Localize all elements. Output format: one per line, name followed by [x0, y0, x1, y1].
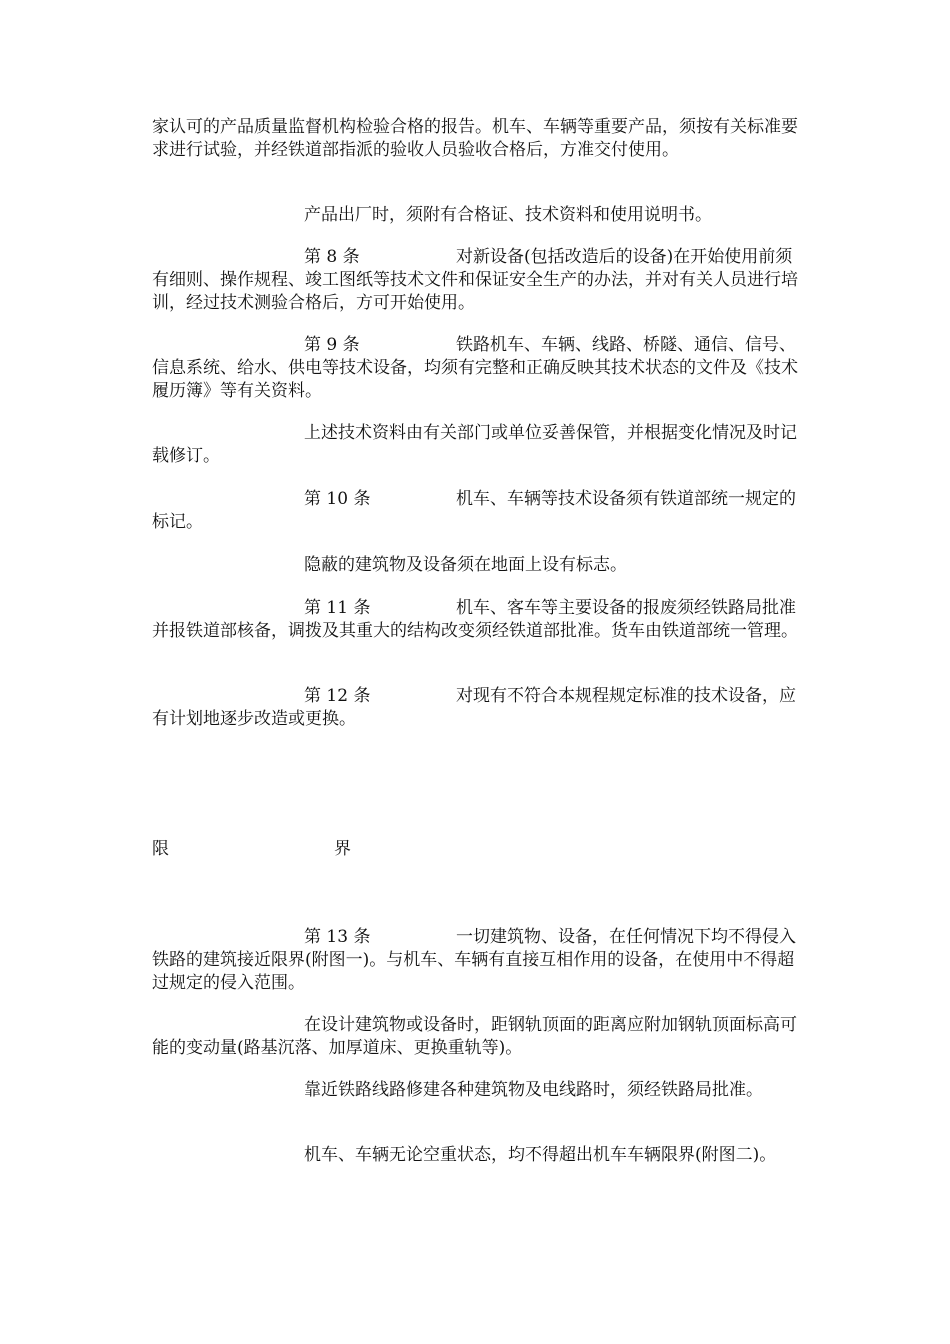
paragraph-vehicle-gauge — [152, 1144, 802, 1167]
article-9 — [152, 334, 802, 403]
paragraph-construction-approval — [152, 1079, 802, 1102]
article-label: 第 13 条 — [304, 927, 371, 947]
article-label: 第 11 条 — [304, 598, 371, 618]
article-text: 对现有不符合本规程规定标准的技术设备，应有计划地逐步改造或更换。 — [152, 686, 796, 729]
article-13 — [152, 926, 802, 995]
article-text: 对新设备(包括改造后的设备)在开始使用前须有细则、操作规程、竣工图纸等技术文件和保证安全生产的办法，并对有关人员进行培训，经过技术测验合格后，方可开始使用。 — [152, 247, 798, 313]
article-label: 第 9 条 — [304, 335, 360, 355]
paragraph-product-inspection — [152, 116, 802, 162]
heading-char-2: 界 — [334, 839, 351, 859]
paragraph-hidden-structures — [152, 554, 802, 577]
article-text: 一切建筑物、设备，在任何情况下均不得侵入铁路的建筑接近限界(附图一)。与机车、车辆有直接互相作用的设备，在使用中不得超过规定的侵入范围。 — [152, 927, 796, 993]
paragraph-text: 隐蔽的建筑物及设备须在地面上设有标志。 — [304, 555, 627, 575]
paragraph-text: 机车、车辆无论空重状态，均不得超出机车车辆限界(附图二)。 — [304, 1145, 777, 1165]
article-label: 第 10 条 — [304, 489, 371, 509]
paragraph-design-clearance — [152, 1014, 802, 1060]
article-10 — [152, 488, 802, 534]
paragraph-text: 家认可的产品质量监督机构检验合格的报告。机车、车辆等重要产品，须按有关标准要求进行试验，并经铁道部指派的验收人员验收合格后，方准交付使用。 — [152, 117, 798, 160]
paragraph-text: 产品出厂时，须附有合格证、技术资料和使用说明书。 — [304, 205, 712, 225]
article-8 — [152, 246, 802, 315]
heading-char-1: 限 — [152, 839, 169, 859]
article-11 — [152, 597, 802, 643]
paragraph-tech-records — [152, 422, 802, 468]
article-12 — [152, 685, 802, 731]
paragraph-text: 上述技术资料由有关部门或单位妥善保管，并根据变化情况及时记载修订。 — [152, 423, 797, 466]
paragraph-text: 在设计建筑物或设备时，距钢轨顶面的距离应附加钢轨顶面标高可能的变动量(路基沉落、加厚道床、更换重轨等)。 — [152, 1015, 797, 1058]
paragraph-factory-docs — [152, 204, 802, 227]
article-text: 铁路机车、车辆、线路、桥隧、通信、信号、信息系统、给水、供电等技术设备，均须有完整和正确反映其技术状态的文件及《技术履历簿》等有关资料。 — [152, 335, 798, 401]
article-label: 第 12 条 — [304, 686, 371, 706]
article-text: 机车、车辆等技术设备须有铁道部统一规定的标记。 — [152, 489, 796, 532]
article-text: 机车、客车等主要设备的报废须经铁路局批准并报铁道部核备，调拨及其重大的结构改变须经铁道部批准。货车由铁道部统一管理。 — [152, 598, 798, 641]
paragraph-text: 靠近铁路线路修建各种建筑物及电线路时，须经铁路局批准。 — [304, 1080, 763, 1100]
article-label: 第 8 条 — [304, 247, 360, 267]
